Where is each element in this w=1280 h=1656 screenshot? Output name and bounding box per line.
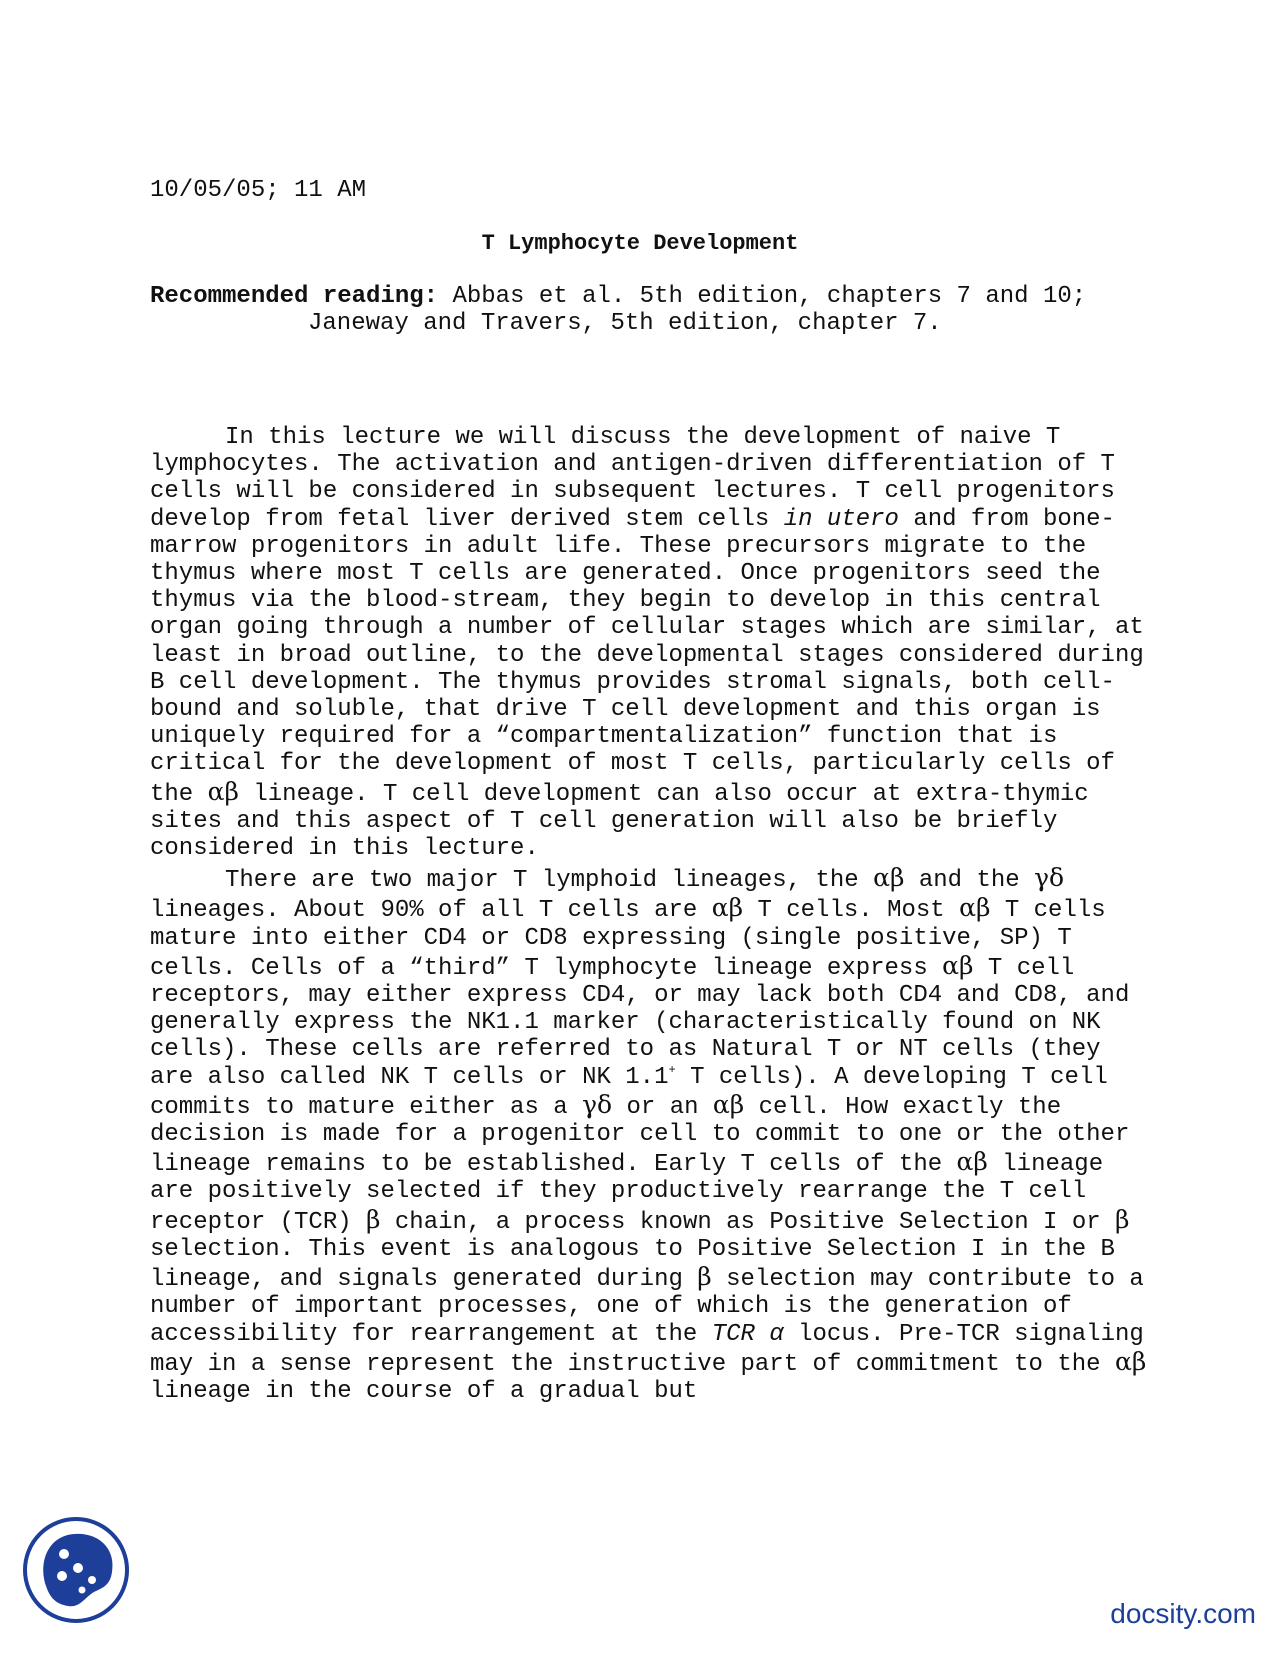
text-run: T cells. Most <box>743 897 960 925</box>
brand-link[interactable]: docsity.com <box>1110 1598 1256 1629</box>
text-run: lineage are positively selected if they productively rearrange the T cell receptor (TCR) <box>150 1151 1104 1236</box>
text-run: selection may contribute to a number of important processes, one of which is the generation of accessibility for rearrangement at the <box>150 1266 1144 1348</box>
reading-line-1: Abbas et al. 5th edition, chapters 7 and 10; <box>438 283 1087 310</box>
paragraph-intro <box>150 424 1150 862</box>
greek-symbol: γδ <box>582 1089 613 1119</box>
greek-symbol: αβ <box>873 863 905 893</box>
text-run: In this lecture we will discuss the development of naive T lymphocytes. The activation and antigen-driven differentiation of T cells will be considered in subsequent lectures. T cell progenitors develop from fetal liver derived stem cells <box>150 424 1115 533</box>
text-run: chain, a process known as Positive Selection I or <box>380 1208 1116 1236</box>
greek-symbol: αβ <box>712 1089 745 1119</box>
date-stamp: 10/05/05; 11 AM <box>150 177 367 204</box>
greek-symbol: β <box>697 1262 712 1292</box>
reading-line-2: Janeway and Travers, 5th edition, chapter 7. <box>308 310 942 337</box>
italic-run: in utero <box>783 505 899 533</box>
text-run: cell. How exactly the decision is made for a progenitor cell to commit to one or the other lineage remains to be established. Early T cells of the <box>150 1093 1130 1179</box>
greek-symbol: αβ <box>207 776 239 806</box>
text-run: locus. Pre-TCR signaling may in a sense represent the instructive part of commitment to the <box>150 1320 1144 1378</box>
paragraph-lineages <box>150 864 1150 1405</box>
text-run: T cells mature into either CD4 or CD8 expressing (single positive, SP) T cells. Cells of a “third” T lymphocyte lineage express <box>150 897 1106 982</box>
docsity-logo-icon[interactable] <box>22 1516 130 1624</box>
superscript: + <box>668 1062 676 1077</box>
text-run: and the <box>904 867 1035 895</box>
text-run: and from bone-marrow progenitors in adult life. These precursors migrate to the thymus where most T cells are generated. Once progenitors seed the thymus via the blood-stream, they begin to develop in this central organ going through a number of cellular stages which are similar, at least in broad outline, to the developmental stages considered during B cell development. The thymus provides stromal signals, both cell-bound and soluble, that drive T cell development and this organ is uniquely required for a “compartmentalization” function that is critical for the development of most T cells, particularly cells of the <box>150 505 1144 808</box>
text-run: lineage. T cell development can also occur at extra-thymic sites and this aspect of T cell generation will also be briefly considered in this lecture. <box>150 780 1089 863</box>
greek-symbol: αβ <box>959 893 991 923</box>
italic-run: TCR α <box>711 1320 784 1348</box>
lecture-body <box>150 424 1150 1405</box>
text-run: lineages. About 90% of all T cells are <box>150 897 712 925</box>
reading-label: Recommended reading: <box>150 283 439 310</box>
text-run: or an <box>612 1093 713 1121</box>
document-title: T Lymphocyte Development <box>481 231 799 256</box>
text-run: T cells). A developing T cell commits to mature either as a <box>150 1063 1108 1121</box>
greek-symbol: β <box>366 1204 381 1234</box>
text-run: There are two major T lymphoid lineages, the <box>225 867 874 895</box>
text-run: selection. This event is analogous to Positive Selection I in the B lineage, and signals generated during <box>150 1235 1115 1294</box>
greek-symbol: β <box>1115 1204 1130 1234</box>
greek-symbol: γδ <box>1034 863 1065 893</box>
greek-symbol: αβ <box>942 950 974 980</box>
text-run: T cell receptors, may either express CD4, or may lack both CD4 and CD8, and generally express the NK1.1 marker (characteristically found on NK cells). These cells are referred to as Natural T or NT cells (they are also called NK T cells or NK 1.1 <box>150 954 1130 1091</box>
greek-symbol: αβ <box>711 893 744 923</box>
greek-symbol: αβ <box>956 1147 988 1177</box>
text-run: lineage in the course of a gradual but <box>150 1377 698 1405</box>
greek-symbol: αβ <box>1114 1346 1147 1376</box>
recommended-reading <box>150 283 1150 337</box>
